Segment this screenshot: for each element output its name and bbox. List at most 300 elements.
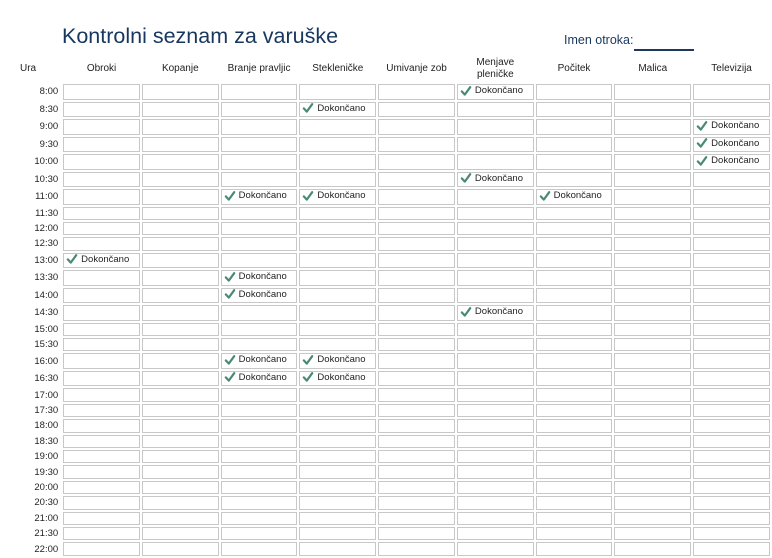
- checklist-cell[interactable]: [457, 84, 534, 100]
- checklist-cell[interactable]: [221, 481, 298, 494]
- table-row: [0, 137, 770, 153]
- checklist-cell[interactable]: [378, 450, 455, 463]
- checklist-cell[interactable]: [63, 102, 140, 118]
- checkmark-icon: [461, 173, 471, 183]
- checklist-cell[interactable]: [221, 102, 298, 118]
- checklist-cell[interactable]: [63, 388, 140, 401]
- checklist-cell[interactable]: [614, 450, 691, 463]
- checklist-cell[interactable]: [457, 353, 534, 369]
- checklist-cell[interactable]: [378, 253, 455, 269]
- checklist-cell[interactable]: [614, 305, 691, 321]
- checklist-cell[interactable]: [693, 172, 770, 188]
- checklist-cell[interactable]: [221, 371, 298, 387]
- checklist-cell[interactable]: [536, 404, 613, 417]
- checklist-cell[interactable]: [63, 496, 140, 509]
- checklist-cell[interactable]: [614, 154, 691, 170]
- checklist-cell[interactable]: [63, 253, 140, 269]
- checklist-cell[interactable]: [536, 371, 613, 387]
- checklist-cell[interactable]: [693, 323, 770, 336]
- checklist-cell[interactable]: [693, 481, 770, 494]
- checklist-cell[interactable]: [299, 435, 376, 448]
- checklist-cell[interactable]: [614, 465, 691, 478]
- checklist-cell[interactable]: [457, 253, 534, 269]
- checklist-cell[interactable]: [378, 465, 455, 478]
- checklist-cell[interactable]: [693, 419, 770, 432]
- checklist-cell[interactable]: [299, 388, 376, 401]
- checklist-cell[interactable]: [378, 542, 455, 555]
- checklist-cell[interactable]: [63, 404, 140, 417]
- done-marker: [458, 306, 523, 317]
- checklist-cell[interactable]: [299, 542, 376, 555]
- checklist-cell[interactable]: [221, 84, 298, 100]
- checklist-cell[interactable]: [457, 419, 534, 432]
- checklist-cell[interactable]: [693, 253, 770, 269]
- checklist-cell[interactable]: [536, 388, 613, 401]
- checklist-cell[interactable]: [221, 419, 298, 432]
- checklist-cell[interactable]: [221, 137, 298, 153]
- checklist-cell[interactable]: [457, 305, 534, 321]
- checklist-cell[interactable]: [614, 388, 691, 401]
- checklist-cell[interactable]: [693, 465, 770, 478]
- checklist-cell[interactable]: [457, 154, 534, 170]
- checklist-cell[interactable]: [614, 512, 691, 525]
- checklist-cell[interactable]: [693, 496, 770, 509]
- checklist-cell[interactable]: [142, 207, 219, 220]
- checklist-cell[interactable]: [614, 496, 691, 509]
- checklist-cell[interactable]: [536, 419, 613, 432]
- checklist-cell[interactable]: [378, 119, 455, 135]
- checklist-cell[interactable]: [142, 253, 219, 269]
- table-row: [0, 353, 770, 369]
- column-header-time: Ura: [0, 56, 61, 82]
- checklist-cell[interactable]: [536, 527, 613, 540]
- checklist-cell[interactable]: [221, 237, 298, 250]
- table-row: [0, 388, 770, 401]
- checklist-cell[interactable]: [614, 237, 691, 250]
- checklist-cell[interactable]: [536, 323, 613, 336]
- checklist-cell[interactable]: [63, 189, 140, 205]
- checklist-cell[interactable]: [299, 154, 376, 170]
- checklist-cell[interactable]: [378, 323, 455, 336]
- time-label: 13:30: [0, 270, 61, 286]
- checklist-cell[interactable]: [142, 172, 219, 188]
- checklist-cell[interactable]: [221, 288, 298, 304]
- checklist-cell[interactable]: [693, 137, 770, 153]
- checklist-cell[interactable]: [63, 419, 140, 432]
- checklist-cell[interactable]: [378, 371, 455, 387]
- checklist-cell[interactable]: [63, 450, 140, 463]
- checklist-cell[interactable]: [614, 481, 691, 494]
- checklist-cell[interactable]: [142, 338, 219, 351]
- checklist-cell[interactable]: [378, 481, 455, 494]
- checklist-cell[interactable]: [614, 270, 691, 286]
- checklist-cell[interactable]: [63, 371, 140, 387]
- checklist-cell[interactable]: [221, 172, 298, 188]
- checklist-cell[interactable]: [693, 527, 770, 540]
- checklist-cell[interactable]: [614, 253, 691, 269]
- checklist-cell[interactable]: [299, 496, 376, 509]
- checklist-cell[interactable]: [378, 512, 455, 525]
- checklist-cell[interactable]: [693, 388, 770, 401]
- checklist-cell[interactable]: [299, 137, 376, 153]
- checklist-cell[interactable]: [63, 338, 140, 351]
- checklist-cell[interactable]: [221, 207, 298, 220]
- checklist-cell[interactable]: [299, 404, 376, 417]
- checklist-cell[interactable]: [693, 512, 770, 525]
- checklist-cell[interactable]: [457, 371, 534, 387]
- checklist-cell[interactable]: [378, 237, 455, 250]
- done-marker: [222, 289, 287, 300]
- checklist-cell[interactable]: [142, 119, 219, 135]
- checklist-cell[interactable]: [63, 270, 140, 286]
- time-label: 20:00: [0, 481, 61, 494]
- checklist-cell[interactable]: [693, 102, 770, 118]
- checklist-cell[interactable]: [457, 388, 534, 401]
- checklist-cell[interactable]: [693, 435, 770, 448]
- checklist-cell[interactable]: [614, 404, 691, 417]
- checklist-cell[interactable]: [457, 527, 534, 540]
- checklist-cell[interactable]: [614, 288, 691, 304]
- checklist-cell[interactable]: [457, 338, 534, 351]
- checklist-cell[interactable]: [378, 404, 455, 417]
- checklist-cell[interactable]: [142, 353, 219, 369]
- table-row: [0, 207, 770, 220]
- checklist-cell[interactable]: [299, 270, 376, 286]
- checklist-cell[interactable]: [693, 305, 770, 321]
- checklist-cell[interactable]: [63, 172, 140, 188]
- checklist-cell[interactable]: [457, 323, 534, 336]
- checklist-cell[interactable]: [378, 154, 455, 170]
- checklist-cell[interactable]: [378, 388, 455, 401]
- checklist-cell[interactable]: [614, 435, 691, 448]
- checklist-cell[interactable]: [457, 288, 534, 304]
- child-name-input[interactable]: [634, 49, 694, 51]
- time-label: 10:00: [0, 154, 61, 170]
- table-row: [0, 154, 770, 170]
- checklist-cell[interactable]: [536, 288, 613, 304]
- checklist-cell[interactable]: [142, 154, 219, 170]
- checklist-cell[interactable]: [536, 222, 613, 235]
- checklist-cell[interactable]: [221, 189, 298, 205]
- checklist-cell[interactable]: [457, 270, 534, 286]
- checklist-cell[interactable]: [457, 222, 534, 235]
- checklist-cell[interactable]: [299, 450, 376, 463]
- checklist-cell[interactable]: [142, 371, 219, 387]
- checklist-cell[interactable]: [614, 84, 691, 100]
- done-label: Dokončano: [317, 371, 366, 383]
- checklist-cell[interactable]: [221, 305, 298, 321]
- checklist-cell[interactable]: [457, 172, 534, 188]
- checklist-cell[interactable]: [142, 542, 219, 555]
- table-row: [0, 371, 770, 387]
- checklist-cell[interactable]: [378, 137, 455, 153]
- checklist-cell[interactable]: [378, 172, 455, 188]
- checklist-cell[interactable]: [693, 404, 770, 417]
- checklist-cell[interactable]: [614, 542, 691, 555]
- checklist-cell[interactable]: [63, 353, 140, 369]
- checklist-cell[interactable]: [63, 119, 140, 135]
- checklist-cell[interactable]: [536, 102, 613, 118]
- done-label: Dokončano: [238, 371, 287, 383]
- checklist-cell[interactable]: [299, 119, 376, 135]
- done-marker: [64, 254, 129, 265]
- done-label: Dokončano: [238, 354, 287, 366]
- checklist-cell[interactable]: [142, 237, 219, 250]
- checklist-cell[interactable]: [614, 137, 691, 153]
- checklist-cell[interactable]: [221, 542, 298, 555]
- time-label: 19:00: [0, 450, 61, 463]
- checklist-cell[interactable]: [536, 237, 613, 250]
- checklist-cell[interactable]: [142, 465, 219, 478]
- checklist-cell[interactable]: [536, 253, 613, 269]
- checklist-cell[interactable]: [63, 542, 140, 555]
- checklist-cell[interactable]: [142, 305, 219, 321]
- checklist-cell[interactable]: [299, 189, 376, 205]
- checklist-cell[interactable]: [221, 388, 298, 401]
- checklist-cell[interactable]: [63, 137, 140, 153]
- checklist-cell[interactable]: [693, 207, 770, 220]
- checklist-cell[interactable]: [63, 465, 140, 478]
- checklist-cell[interactable]: [457, 435, 534, 448]
- checklist-cell[interactable]: [378, 527, 455, 540]
- checklist-cell[interactable]: [142, 102, 219, 118]
- checklist-cell[interactable]: [299, 481, 376, 494]
- checklist-cell[interactable]: [63, 288, 140, 304]
- checklist-cell[interactable]: [536, 450, 613, 463]
- checklist-cell[interactable]: [142, 481, 219, 494]
- checklist-cell[interactable]: [614, 323, 691, 336]
- checklist-cell[interactable]: [299, 419, 376, 432]
- checklist-cell[interactable]: [299, 84, 376, 100]
- checklist-cell[interactable]: [299, 305, 376, 321]
- checklist-cell[interactable]: [378, 102, 455, 118]
- time-label: 9:30: [0, 137, 61, 153]
- checklist-cell[interactable]: [299, 465, 376, 478]
- checklist-cell[interactable]: [221, 338, 298, 351]
- checklist-cell[interactable]: [221, 496, 298, 509]
- checklist-cell[interactable]: [693, 353, 770, 369]
- checklist-cell[interactable]: [63, 207, 140, 220]
- checklist-cell[interactable]: [693, 542, 770, 555]
- checklist-cell[interactable]: [693, 270, 770, 286]
- done-label: Dokončano: [474, 85, 523, 96]
- checklist-cell[interactable]: [536, 189, 613, 205]
- checklist-cell[interactable]: [536, 435, 613, 448]
- checklist-cell[interactable]: [693, 371, 770, 387]
- time-label: 20:30: [0, 496, 61, 509]
- checklist-cell[interactable]: [221, 527, 298, 540]
- checklist-cell[interactable]: [457, 237, 534, 250]
- checklist-cell[interactable]: [63, 305, 140, 321]
- checklist-cell[interactable]: [142, 388, 219, 401]
- checklist-cell[interactable]: [457, 137, 534, 153]
- table-row: [0, 172, 770, 188]
- checklist-cell[interactable]: [693, 189, 770, 205]
- checklist-cell[interactable]: [536, 305, 613, 321]
- checklist-cell[interactable]: [299, 527, 376, 540]
- checklist-cell[interactable]: [142, 404, 219, 417]
- checklist-cell[interactable]: [536, 154, 613, 170]
- checklist-cell[interactable]: [63, 237, 140, 250]
- checklist-cell[interactable]: [536, 338, 613, 351]
- checklist-cell[interactable]: [614, 371, 691, 387]
- checklist-cell[interactable]: [221, 465, 298, 478]
- checklist-cell[interactable]: [299, 512, 376, 525]
- checklist-cell[interactable]: [142, 496, 219, 509]
- checklist-cell[interactable]: [378, 270, 455, 286]
- checklist-cell[interactable]: [299, 353, 376, 369]
- checklist-cell[interactable]: [536, 137, 613, 153]
- checklist-cell[interactable]: [378, 338, 455, 351]
- checklist-cell[interactable]: [457, 496, 534, 509]
- checklist-cell[interactable]: [614, 172, 691, 188]
- checklist-cell[interactable]: [221, 222, 298, 235]
- checklist-cell[interactable]: [63, 84, 140, 100]
- checklist-cell[interactable]: [378, 84, 455, 100]
- checklist-cell[interactable]: [142, 512, 219, 525]
- checkmark-icon: [303, 191, 313, 201]
- checklist-cell[interactable]: [378, 189, 455, 205]
- checklist-cell[interactable]: [457, 542, 534, 555]
- checklist-cell[interactable]: [221, 253, 298, 269]
- checklist-cell[interactable]: [142, 419, 219, 432]
- checklist-cell[interactable]: [378, 496, 455, 509]
- checklist-cell[interactable]: [614, 419, 691, 432]
- checklist-cell[interactable]: [536, 512, 613, 525]
- checklist-cell[interactable]: [614, 119, 691, 135]
- checklist-cell[interactable]: [536, 542, 613, 555]
- checklist-cell[interactable]: [299, 237, 376, 250]
- checklist-cell[interactable]: [63, 527, 140, 540]
- column-header: Malica: [614, 56, 691, 82]
- checklist-cell[interactable]: [536, 119, 613, 135]
- checklist-cell[interactable]: [457, 465, 534, 478]
- checklist-cell[interactable]: [614, 222, 691, 235]
- checkmark-icon: [697, 156, 707, 166]
- checklist-cell[interactable]: [693, 154, 770, 170]
- checklist-cell[interactable]: [457, 512, 534, 525]
- time-label: 18:30: [0, 435, 61, 448]
- table-row: [0, 222, 770, 235]
- checklist-cell[interactable]: [378, 207, 455, 220]
- checklist-cell[interactable]: [142, 84, 219, 100]
- time-label: 18:00: [0, 419, 61, 432]
- checklist-cell[interactable]: [536, 481, 613, 494]
- table-row: [0, 450, 770, 463]
- checklist-cell[interactable]: [614, 207, 691, 220]
- checklist-cell[interactable]: [221, 154, 298, 170]
- checklist-cell[interactable]: [378, 419, 455, 432]
- checklist-cell[interactable]: [457, 189, 534, 205]
- checklist-cell[interactable]: [536, 496, 613, 509]
- done-marker: [300, 354, 365, 365]
- checklist-cell[interactable]: [63, 481, 140, 494]
- checklist-cell[interactable]: [693, 119, 770, 135]
- checklist-cell[interactable]: [142, 270, 219, 286]
- checklist-cell[interactable]: [378, 222, 455, 235]
- checklist-cell[interactable]: [142, 189, 219, 205]
- checklist-cell[interactable]: [142, 222, 219, 235]
- checklist-cell[interactable]: [457, 102, 534, 118]
- checklist-cell[interactable]: [221, 435, 298, 448]
- checklist-cell[interactable]: [142, 288, 219, 304]
- checkmark-icon: [67, 254, 77, 264]
- checklist-cell[interactable]: [693, 237, 770, 250]
- checklist-cell[interactable]: [693, 338, 770, 351]
- done-label: Dokončano: [317, 354, 366, 366]
- checklist-cell[interactable]: [693, 288, 770, 304]
- checklist-cell[interactable]: [614, 527, 691, 540]
- checklist-cell[interactable]: [299, 288, 376, 304]
- table-body: [0, 84, 770, 556]
- checklist-cell[interactable]: [142, 450, 219, 463]
- checklist-cell[interactable]: [63, 154, 140, 170]
- checklist-cell[interactable]: [536, 84, 613, 100]
- checklist-cell[interactable]: [221, 119, 298, 135]
- checklist-cell[interactable]: [693, 222, 770, 235]
- checklist-cell[interactable]: [221, 353, 298, 369]
- checklist-cell[interactable]: [457, 450, 534, 463]
- checklist-cell[interactable]: [457, 119, 534, 135]
- checklist-cell[interactable]: [378, 305, 455, 321]
- checklist-cell[interactable]: [63, 435, 140, 448]
- checklist-cell[interactable]: [614, 338, 691, 351]
- checklist-cell[interactable]: [221, 323, 298, 336]
- checklist-cell[interactable]: [299, 253, 376, 269]
- checklist-cell[interactable]: [614, 353, 691, 369]
- checklist-cell[interactable]: [63, 512, 140, 525]
- table-header-row: [0, 56, 770, 82]
- child-name-label: Imen otroka:: [564, 33, 634, 47]
- checklist-cell[interactable]: [299, 371, 376, 387]
- checklist-cell[interactable]: [693, 450, 770, 463]
- time-label: 21:30: [0, 527, 61, 540]
- checklist-cell[interactable]: [63, 323, 140, 336]
- checklist-cell[interactable]: [457, 404, 534, 417]
- checklist-cell[interactable]: [63, 222, 140, 235]
- checklist-cell[interactable]: [693, 84, 770, 100]
- checklist-cell[interactable]: [142, 323, 219, 336]
- checklist-cell[interactable]: [299, 323, 376, 336]
- checklist-cell[interactable]: [536, 270, 613, 286]
- checklist-cell[interactable]: [299, 102, 376, 118]
- checklist-cell[interactable]: [378, 288, 455, 304]
- checklist-cell[interactable]: [614, 189, 691, 205]
- checklist-cell[interactable]: [142, 435, 219, 448]
- checklist-cell[interactable]: [457, 207, 534, 220]
- table-row: [0, 527, 770, 540]
- checklist-cell[interactable]: [614, 102, 691, 118]
- checklist-cell[interactable]: [536, 207, 613, 220]
- checklist-cell[interactable]: [536, 353, 613, 369]
- checklist-cell[interactable]: [221, 404, 298, 417]
- checklist-cell[interactable]: [142, 527, 219, 540]
- checklist-cell[interactable]: [221, 450, 298, 463]
- checklist-cell[interactable]: [457, 481, 534, 494]
- checklist-cell[interactable]: [299, 207, 376, 220]
- checklist-cell[interactable]: [142, 137, 219, 153]
- checklist-cell[interactable]: [378, 435, 455, 448]
- table-row: [0, 119, 770, 135]
- checklist-cell[interactable]: [299, 172, 376, 188]
- checklist-cell[interactable]: [536, 465, 613, 478]
- checklist-cell[interactable]: [221, 270, 298, 286]
- checklist-cell[interactable]: [221, 512, 298, 525]
- checklist-cell[interactable]: [378, 353, 455, 369]
- checklist-cell[interactable]: [536, 172, 613, 188]
- checklist-cell[interactable]: [299, 338, 376, 351]
- checklist-cell[interactable]: [299, 222, 376, 235]
